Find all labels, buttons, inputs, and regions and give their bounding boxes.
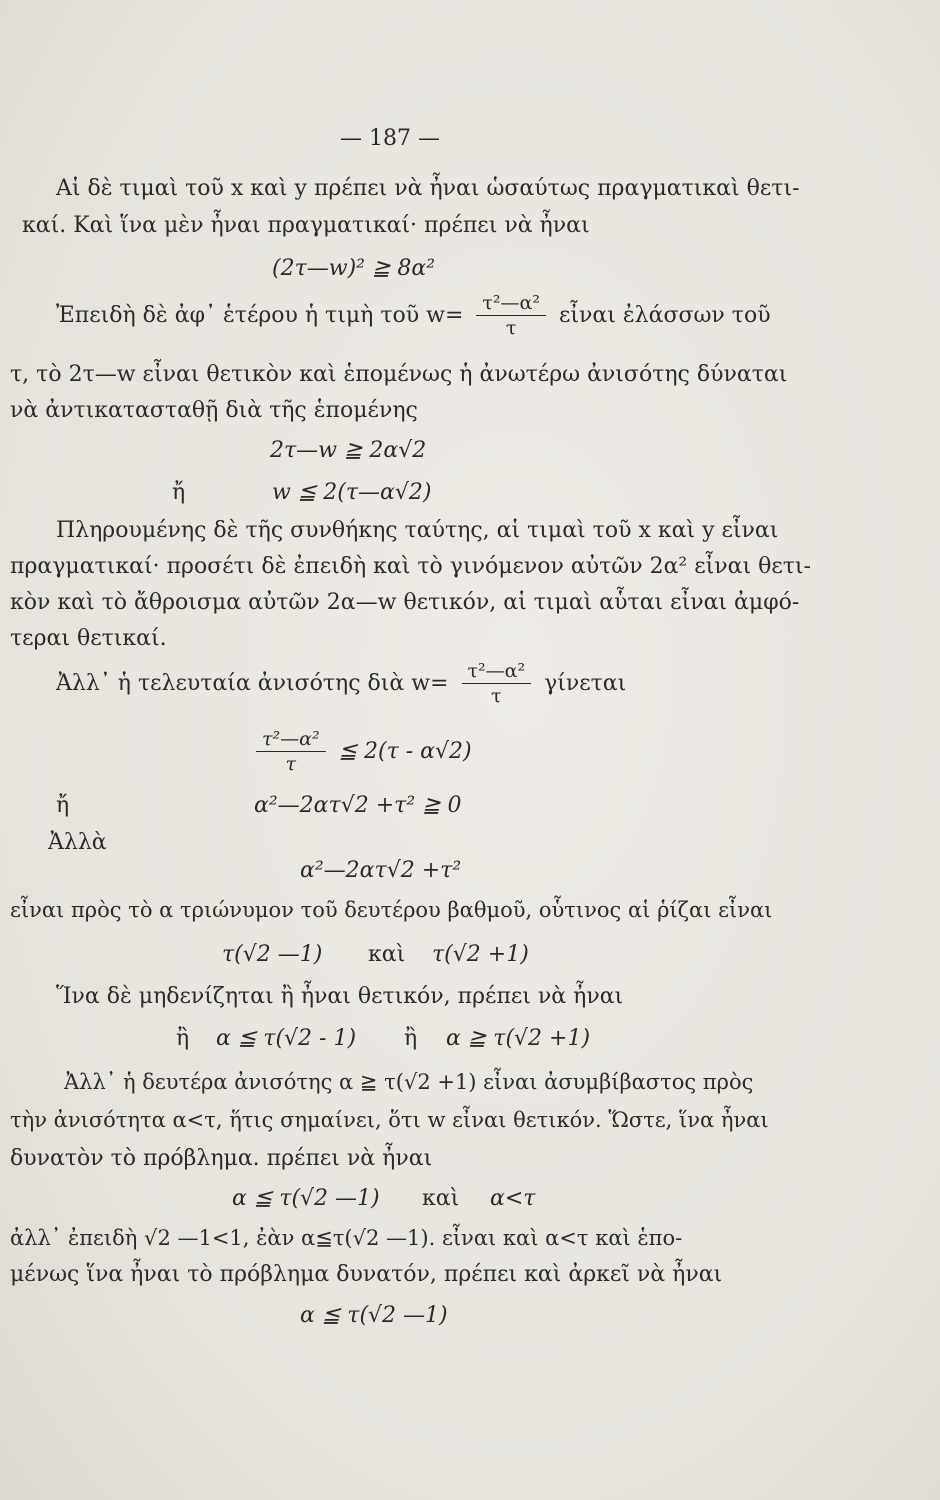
text-line: Αἱ δὲ τιμαὶ τοῦ x καὶ y πρέπει νὰ ἦναι ὡσαύτως πραγματικαὶ θετι- [56,176,800,201]
fraction-denominator: τ [491,685,502,707]
text-line: Ἀλλ᾽ ἡ δευτέρα ἀνισότης α ≧ τ(√2 +1) εἶναι ἀσυμβίβαστος πρὸς [64,1070,754,1094]
equation: α²—2ατ√2 +τ² [300,858,462,883]
text-line: τὴν ἀνισότητα α<τ, ἥτις σημαίνει, ὅτι w εἶναι θετικόν. Ὥστε, ἵνα ἦναι [10,1108,769,1132]
equation: (2τ—w)² ≧ 8α² [272,256,436,281]
text-line: νὰ ἀντικατασταθῇ διὰ τῆς ἑπομένης [10,398,418,423]
or-word: ἢ [176,1026,190,1051]
text-line: καί. Καὶ ἵνα μὲν ἦναι πραγματικαί· πρέπει νὰ ἦναι [22,213,590,238]
equation: α²—2ατ√2 +τ² ≧ 0 [254,793,462,818]
text-segment: εἶναι ἐλάσσων τοῦ [558,303,771,328]
text-segment: Ἐπειδὴ δὲ ἀφ᾽ ἑτέρου ἡ τιμὴ τοῦ w= [56,303,464,328]
fraction-denominator: τ [505,317,517,339]
equation: α ≧ τ(√2 +1) [446,1026,591,1051]
text-segment: καὶ [368,942,406,967]
text-line: δυνατὸν τὸ πρόβλημα. πρέπει νὰ ἦναι [10,1146,433,1171]
equation: w ≦ 2(τ—α√2) [272,480,432,505]
text-line: τεραι θετικαί. [10,626,167,651]
text-line: Πληρουμένης δὲ τῆς συνθήκης ταύτης, αἱ τιμαὶ τοῦ x καὶ y εἶναι [56,518,779,543]
text-line: εἶναι πρὸς τὸ α τριώνυμον τοῦ δευτέρου βαθμοῦ, οὗτινος αἱ ῥίζαι εἶναι [10,898,773,922]
equation: τ(√2 +1) [432,942,529,967]
text-line: τ, τὸ 2τ—w εἶναι θετικὸν καὶ ἑπομένως ἡ ἀνωτέρω ἀνισότης δύναται [10,362,788,387]
equation-with-fraction [250,730,472,774]
fraction-numerator: τ²—α² [476,294,546,316]
equation: τ(√2 —1) [222,942,323,967]
equation-segment: ≦ 2(τ - α√2) [338,739,472,764]
text-line: πραγματικαί· προσέτι δὲ ἐπειδὴ καὶ τὸ γινόμενον αὐτῶν 2α² εἶναι θετι- [10,554,811,579]
fraction [256,730,326,774]
page-number: — 187 — [340,126,440,151]
text-line: Ἀλλὰ [48,830,107,855]
equation: α<τ [490,1186,536,1211]
or-word: ἤ [172,480,186,505]
text-line-with-fraction [56,662,626,706]
or-word: ἢ [404,1026,418,1051]
text-segment: Ἀλλ᾽ ἡ τελευταία ἀνισότης διὰ w= [56,671,449,696]
text-segment: καὶ [422,1186,460,1211]
fraction-denominator: τ [285,753,297,775]
text-line-with-fraction [56,294,771,338]
fraction [476,294,546,338]
fraction-numerator: τ²—α² [256,730,326,752]
text-line: κὸν καὶ τὸ ἄθροισμα αὐτῶν 2α—w θετικόν, αἱ τιμαὶ αὗται εἶναι ἀμφό- [10,590,800,615]
fraction [462,662,532,706]
equation: α ≦ τ(√2 —1) [232,1186,380,1211]
fraction-numerator: τ²—α² [462,662,532,684]
equation: α ≦ τ(√2 —1) [300,1303,448,1328]
text-line: ἀλλ᾽ ἐπειδὴ √2 —1<1, ἐὰν α≦τ(√2 —1). εἶναι καὶ α<τ καὶ ἑπο- [10,1226,683,1250]
equation: 2τ—w ≧ 2α√2 [270,438,427,463]
text-segment: γίνεται [544,671,627,696]
or-word: ἤ [56,793,70,818]
equation: α ≦ τ(√2 - 1) [216,1026,357,1051]
text-line: μένως ἵνα ἦναι τὸ πρόβλημα δυνατόν, πρέπει καὶ ἀρκεῖ νὰ ἦναι [10,1262,723,1287]
text-line: Ἵνα δὲ μηδενίζηται ἢ ἦναι θετικόν, πρέπει νὰ ἦναι [56,984,624,1009]
